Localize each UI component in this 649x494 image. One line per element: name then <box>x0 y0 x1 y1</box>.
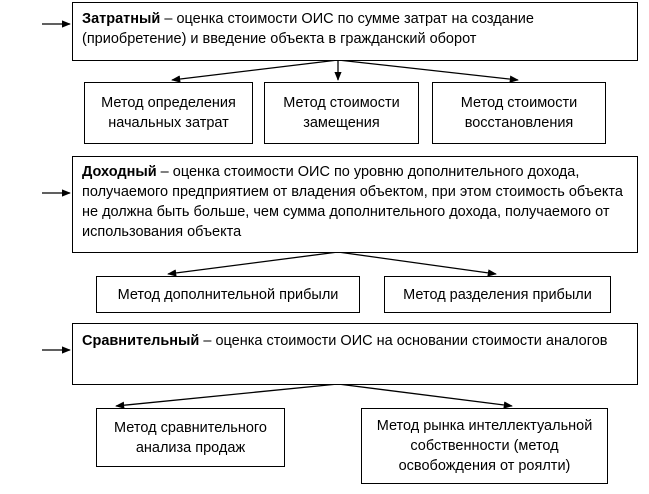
arrow-income-to-m2 <box>338 252 496 274</box>
approach-title: Доходный <box>82 164 157 180</box>
arrow-comparative-to-m2 <box>338 384 512 406</box>
approach-title: Затратный <box>82 11 161 27</box>
approach-description: – оценка стоимости ОИС по уровню дополнительного дохода, получаемого предприятием от владения объектом, при этом стоимость объекта не должна быть больше, чем сумма дополнительного дохода, получаемого от использования объекта <box>82 164 623 240</box>
arrow-cost-to-m1 <box>172 60 338 80</box>
method-comparative-sales <box>96 408 285 467</box>
approach-description: – оценка стоимости ОИС на основании стоимости аналогов <box>199 333 608 349</box>
method-label: Метод рынка интеллектуальной собственности (метод освобождения от роялти) <box>376 418 593 474</box>
arrow-income-to-m1 <box>168 252 338 274</box>
method-label: Метод сравнительного анализа продаж <box>114 419 267 456</box>
method-label: Метод стоимости замещения <box>283 95 400 131</box>
method-profit-split <box>384 276 611 313</box>
method-reproduction-cost <box>432 82 606 144</box>
method-replacement-cost <box>264 82 419 144</box>
approach-comparative <box>72 323 638 385</box>
approach-description: – оценка стоимости ОИС по сумме затрат на создание (приобретение) и введение объекта в гражданский оборот <box>82 11 534 47</box>
method-initial-costs <box>84 82 253 144</box>
approach-cost <box>72 2 638 61</box>
method-label: Метод дополнительной прибыли <box>117 286 339 303</box>
arrow-cost-to-m3 <box>338 60 518 80</box>
method-additional-profit <box>96 276 360 313</box>
arrow-comparative-to-m1 <box>116 384 338 406</box>
approach-income <box>72 156 638 253</box>
method-royalty-relief <box>361 408 608 484</box>
method-label: Метод разделения прибыли <box>403 286 592 303</box>
method-label: Метод стоимости восстановления <box>460 95 578 131</box>
method-label: Метод определения начальных затрат <box>101 95 236 131</box>
approach-title: Сравнительный <box>82 333 200 349</box>
